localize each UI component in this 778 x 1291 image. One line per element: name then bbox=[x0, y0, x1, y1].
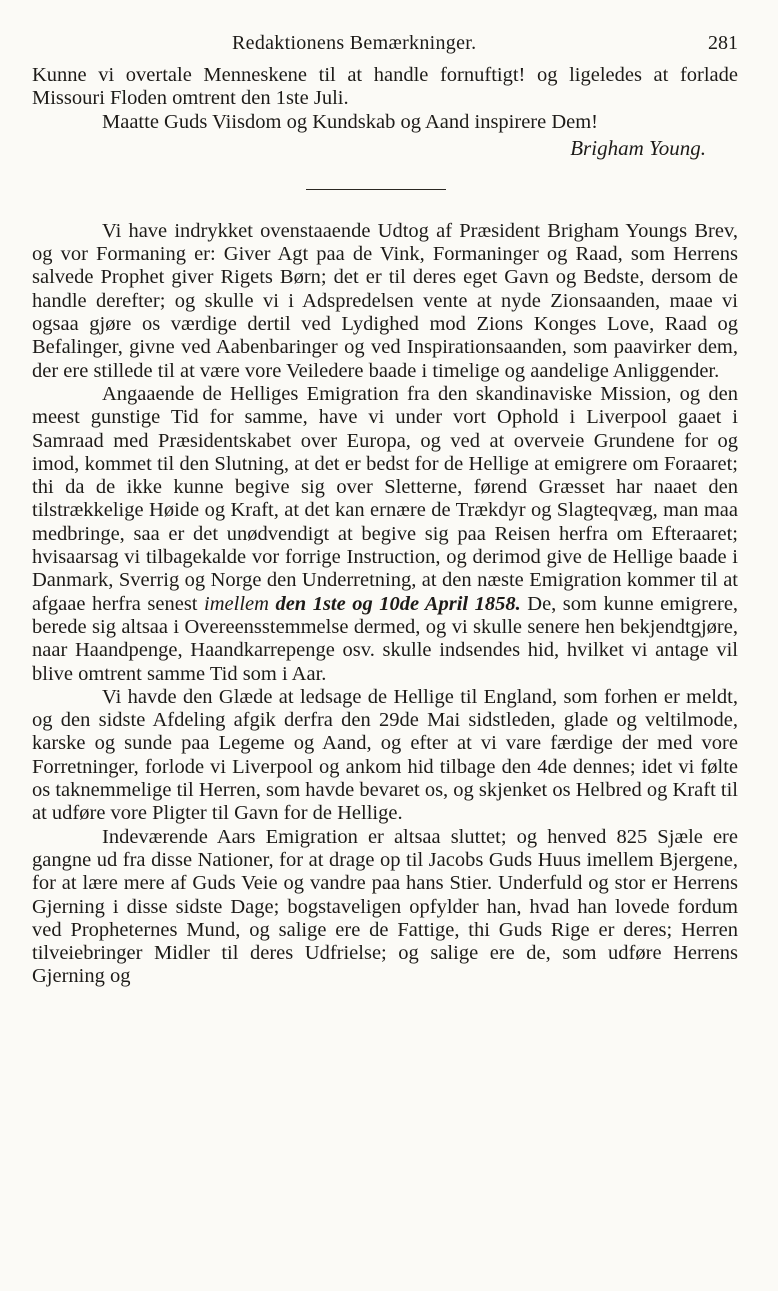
section-divider bbox=[306, 189, 446, 190]
page-number: 281 bbox=[708, 32, 738, 54]
running-title: Redaktionens Bemærkninger. bbox=[232, 32, 477, 54]
paragraph-2-italic-text: imellem bbox=[204, 592, 269, 615]
editorial-remarks bbox=[32, 220, 738, 989]
paragraph-2-closing-text: De, som kunne emigrere, berede sig altsaa i Overeensstemmelse dermed, og vi skulle senere hen bekjendtgjøre, naar Haandpenge, Haandkarrepenge osv. skulle indsendes hid, hvilket vi antage vil blive omtrent samme Tid som i Aar. bbox=[32, 592, 739, 685]
emigration-date-range: den 1ste og 10de April 1858. bbox=[275, 592, 521, 615]
paragraph-3: Vi havde den Glæde at ledsage de Hellige til England, som forhen er meldt, og den sidste Afdeling afgik derfra den 29de Mai sidstleden, glade og veltilmode, karske og sunde paa Legeme og Aand, og efter at vi vare færdige der med vore Forretninger, forlode vi Liverpool og ankom hid tilbage den 4de dennes; idet vi følte os taknemmelige til Herren, som havde bevaret os, og skjenket os Helbred og Kraft til at udføre vore Pligter til Gavn for de Hellige. bbox=[32, 685, 738, 825]
running-header bbox=[32, 30, 738, 64]
intro-sentence-1: Kunne vi overtale Menneskene til at handle fornuftigt! og ligeledes at forlade Missouri Floden omtrent den 1ste Juli. bbox=[32, 64, 738, 110]
paragraph-2 bbox=[32, 383, 738, 686]
paragraph-2-main-text: Angaaende de Helliges Emigration fra den skandinaviske Mission, og den meest gunstige Tid for samme, have vi under vort Ophold i Liverpool gaaet i Samraad med Præsidentskabet over Europa, og ved at overveie Grundene for og imod, kommet til den Slutning, at det er bedst for de Hellige at emigrere om Foraaret; thi da de ikke kunne begive sig over Sletterne, førend Græsset har naaet den tilstrækkelige Høide og Kraft, at det kan ernære de Trækdyr og Slagteqvæg, man maa medbringe, saa er det unødvendigt at begive sig paa Reisen herfra om Efteraaret; hvisaarsag vi tilbagekalde vor forrige Instruction, og derimod give de Hellige baade i Danmark, Sverrig og Norge den Underretning, at den næste Emigration kommer til at afgaae herfra senest bbox=[32, 382, 738, 615]
paragraph-1: Vi have indrykket ovenstaaende Udtog af Præsident Brigham Youngs Brev, og vor Formaning er: Giver Agt paa de Vink, Formaninger og Raad, som Herrens salvede Prophet giver Rigets Børn; det er til deres eget Gavn og Bedste, dersom de handle derefter; og skulle vi i Adspredelsen vente at nyde Zionsaanden, maae vi ogsaa gjøre os værdige dertil ved Lydighed mod Zions Konges Love, Raad og Befalinger, givne ved Aabenbaringer og ved Inspirationsaanden, som paavirker dem, der ere stillede til at være vore Veiledere baade i timelige og aandelige Anliggender. bbox=[32, 219, 738, 382]
intro-sentence-2: Maatte Guds Viisdom og Kundskab og Aand inspirere Dem! bbox=[102, 110, 599, 133]
letter-excerpt bbox=[32, 64, 738, 161]
paragraph-4: Indeværende Aars Emigration er altsaa sluttet; og henved 825 Sjæle ere gangne ud fra disse Nationer, for at drage op til Jacobs Guds Huus imellem Bjergene, for at lære mere af Guds Veie og vandre paa hans Stier. Underfuld og stor er Herrens Gjerning i disse sidste Dage; bogstaveligen opfylder han, hvad han lovede fordum ved Propheternes Mund, og salige ere de Fattige, thi Guds Rige er deres; Herren tilveiebringer Midler til deres Udfrielse; og salige ere de, som udføre Herrens Gjerning og bbox=[32, 825, 738, 988]
signature: Brigham Young. bbox=[570, 135, 706, 160]
